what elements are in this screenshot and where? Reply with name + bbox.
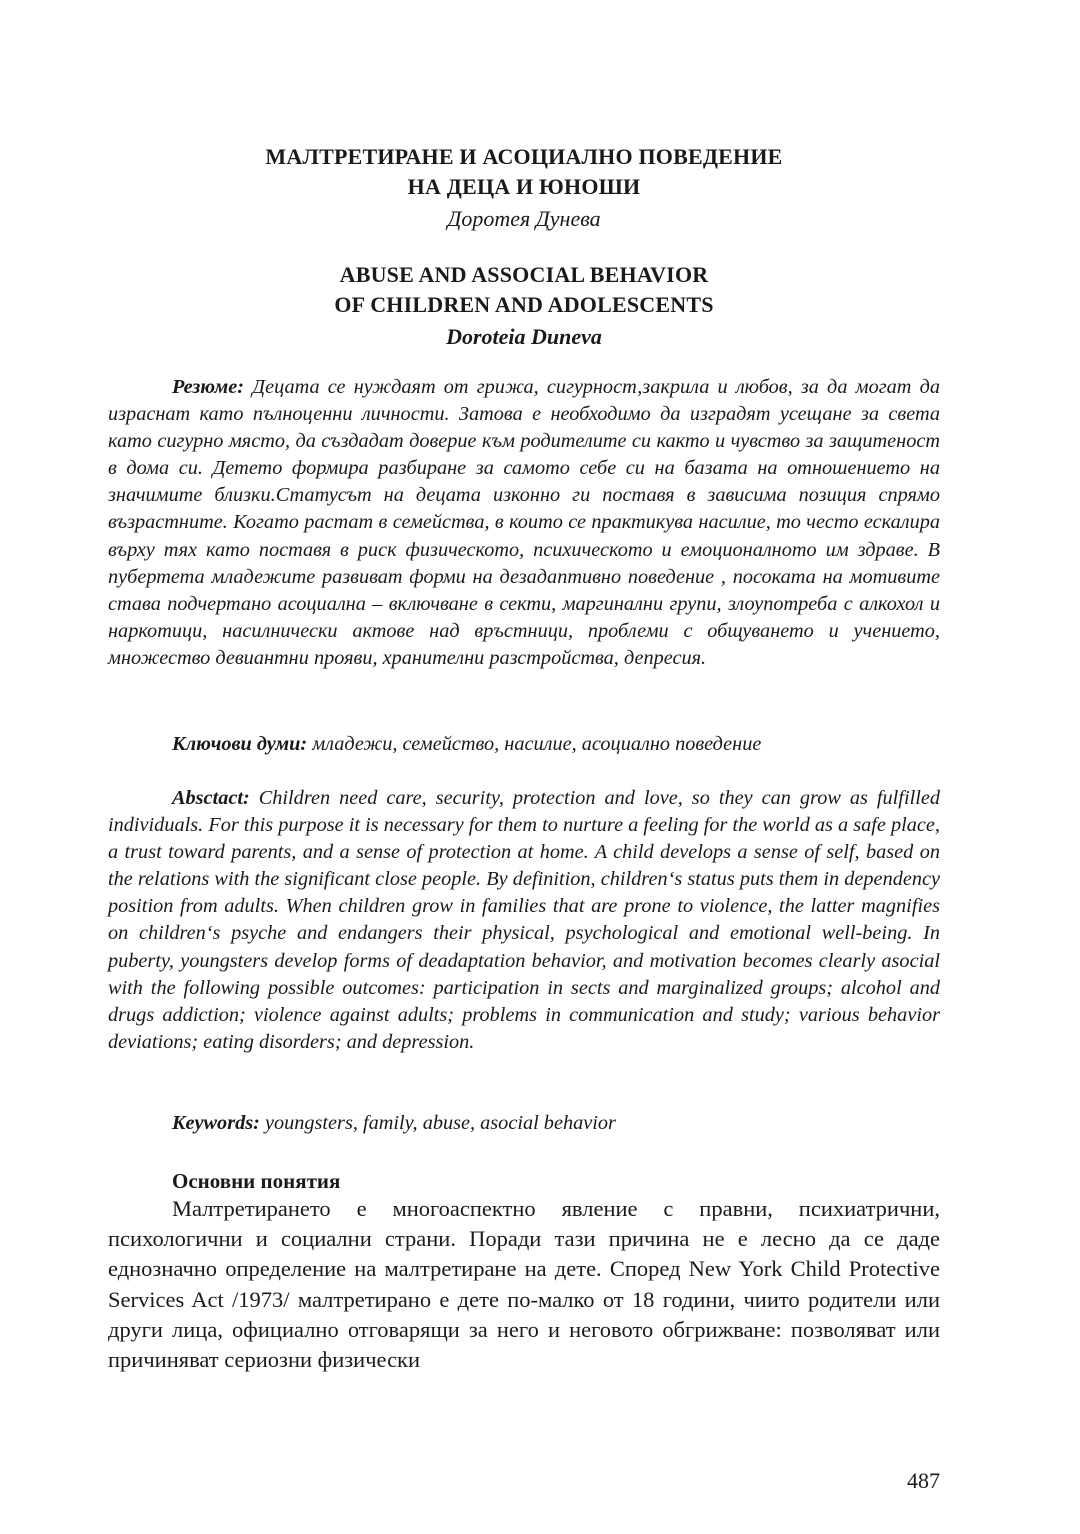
keywords-bg-text: младежи, семейство, насилие, асоциално поведение [307, 733, 762, 755]
abstract-bulgarian [108, 374, 940, 672]
page-number: 487 [907, 1468, 940, 1493]
keywords-bg-label: Ключови думи: [172, 733, 308, 755]
abstract-bg-label: Резюме: [172, 376, 244, 398]
section-body: Малтретирането е многоаспектно явление с правни, психиатрични, психологични и социални страни. Поради тази причина не е лесно да се даде еднозначно определение на малтретиране на дете. Според New York Child Protective Services Act /1973/ малтретирано е дете по-малко от 18 години, чиито родители или други лица, официално отговарящи за него и неговото обгрижване: позволяват или причиняват сериозни физически [108, 1196, 940, 1373]
keywords-en-text: youngsters, family, abuse, asocial behavior [259, 1112, 616, 1134]
title-bg-line-2: НА ДЕЦА И ЮНОШИ [407, 174, 641, 199]
title-english [108, 260, 940, 352]
title-en-line-1: ABUSE AND ASSOCIAL BEHAVIOR [339, 262, 709, 287]
abstract-english [108, 785, 940, 1056]
title-en-line-2: OF CHILDREN AND ADOLESCENTS [334, 292, 714, 317]
abstract-en-label: Absctact: [172, 787, 250, 809]
author-bg: Доротея Дунева [447, 206, 601, 231]
abstract-en-text: Children need care, security, protection and love, so they can grow as fulfilled individuals. For this purpose it is necessary for them to nurture a feeling for the world as a safe place, a trust toward parents, and a sense of protection at home. A child develops a sense of self, based on the relations with the significant close people. By definition, children‘s status puts them in dependency position from adults. When children grow in families that are prone to violence, the latter magnifies on children‘s psyche and endangers their physical, psychological and emotional well-being. In puberty, youngsters develop forms of deadaptation behavior, and motivation becomes clearly asocial with the following possible outcomes: participation in sects and marginalized groups; alcohol and drugs addiction; violence against adults; problems in communication and study; various behavior deviations; eating disorders; and depression. [108, 787, 940, 1053]
title-bg-line-1: МАЛТРЕТИРАНЕ И АСОЦИАЛНО ПОВЕДЕНИЕ [265, 144, 783, 169]
section-heading: Основни понятия [172, 1169, 341, 1193]
keywords-en-label: Keywords: [172, 1112, 260, 1134]
title-bulgarian [108, 142, 940, 234]
keywords-bulgarian [172, 731, 940, 758]
author-en: Doroteia Duneva [446, 324, 602, 349]
abstract-bg-text: Децата се нуждаят от грижа, сигурност,закрила и любов, за да могат да израснат като пълноценни личности. Затова е необходимо да изградят усещане за света като сигурно място, да създадат доверие към родителите си както и чувство за защитеност в дома си. Детето формира разбиране за самото себе си на базата на отношението на значимите близки.Статусът на децата изконно ги поставя в зависима позиция спрямо възрастните. Когато растат в семейства, в които се практикува насилие, то често ескалира върху тях като поставя в риск физическото, психическото и емоционалното им здраве. В пубертета младежите развиват форми на дезадаптивно поведение , посоката на мотивите става подчертано асоциална – включване в секти, маргинални групи, злоупотреба с алкохол и наркотици, насилнически актове над връстници, проблеми с общуването и учението, множество девиантни прояви, хранителни разстройства, депресия. [108, 376, 940, 669]
keywords-english [172, 1110, 940, 1137]
